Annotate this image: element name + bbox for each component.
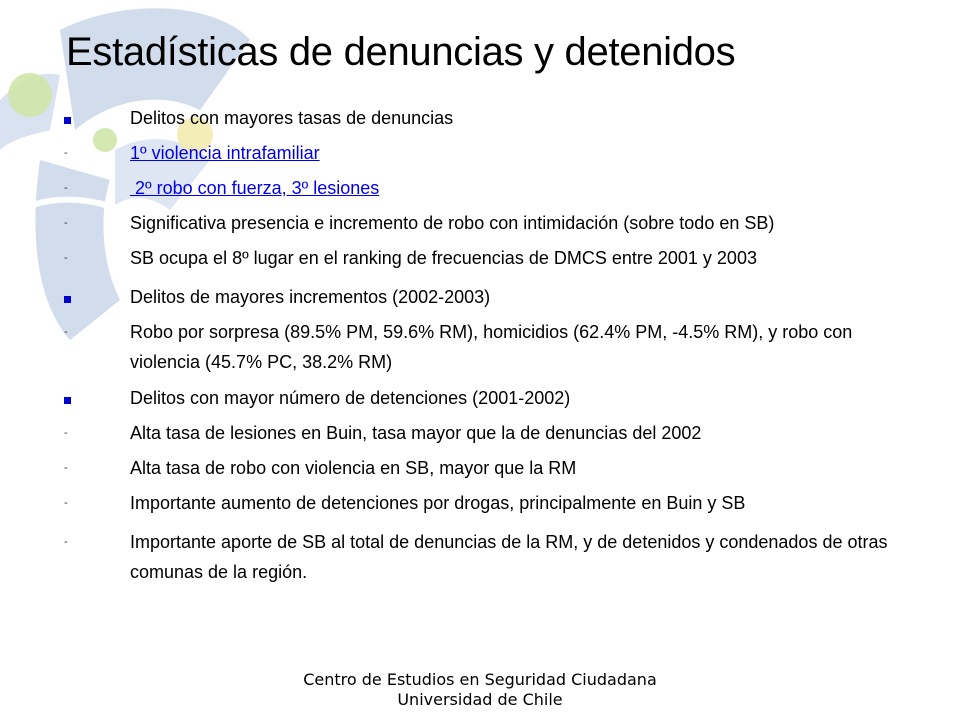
dash-marker: -: [64, 182, 68, 194]
bullet-marker: [64, 103, 71, 133]
item-text: Delitos con mayores tasas de denuncias: [130, 108, 454, 128]
item-text: [130, 173, 910, 203]
item-link[interactable]: 2º robo con fuerza, 3º lesiones: [130, 178, 380, 198]
square-bullet-icon: [64, 117, 71, 124]
item-text: [130, 138, 910, 168]
item-text: Significativa presencia e incremento de robo con intimidación (sobre todo en SB): [130, 213, 775, 233]
dash-marker: -: [64, 217, 68, 229]
footer-university: Universidad de Chile: [397, 690, 563, 709]
dash-marker: -: [64, 147, 68, 159]
item-text: Delitos con mayor número de detenciones (2001-2002): [130, 388, 571, 408]
bullet-marker: [64, 282, 71, 312]
bullet-marker: [64, 383, 71, 413]
dash-marker: -: [64, 326, 68, 338]
item-text: SB ocupa el 8º lugar en el ranking de frecuencias de DMCS entre 2001 y 2003: [130, 248, 757, 268]
dash-marker: -: [64, 252, 68, 264]
item-text: Robo por sorpresa (89.5% PM, 59.6% RM), homicidios (62.4% PM, -4.5% RM), y robo con violencia (45.7% PC, 38.2% RM): [130, 322, 853, 372]
footer: [0, 670, 960, 710]
page-title: Estadísticas de denuncias y detenidos: [66, 30, 736, 74]
item-text: Alta tasa de robo con violencia en SB, mayor que la RM: [130, 458, 577, 478]
square-bullet-icon: [64, 397, 71, 404]
item-text: Delitos de mayores incrementos (2002-2003): [130, 287, 491, 307]
dash-marker: -: [64, 497, 68, 509]
item-text: Importante aporte de SB al total de denuncias de la RM, y de detenidos y condenados de otras comunas de la región.: [130, 532, 888, 582]
dash-marker: -: [64, 427, 68, 439]
item-link[interactable]: 1º violencia intrafamiliar: [130, 143, 320, 163]
square-bullet-icon: [64, 296, 71, 303]
dash-marker: -: [64, 536, 68, 548]
dash-marker: -: [64, 462, 68, 474]
item-text: Importante aumento de detenciones por drogas, principalmente en Buin y SB: [130, 493, 746, 513]
footer-organization: Centro de Estudios en Seguridad Ciudadana: [303, 670, 657, 689]
item-text: Alta tasa de lesiones en Buin, tasa mayor que la de denuncias del 2002: [130, 423, 702, 443]
